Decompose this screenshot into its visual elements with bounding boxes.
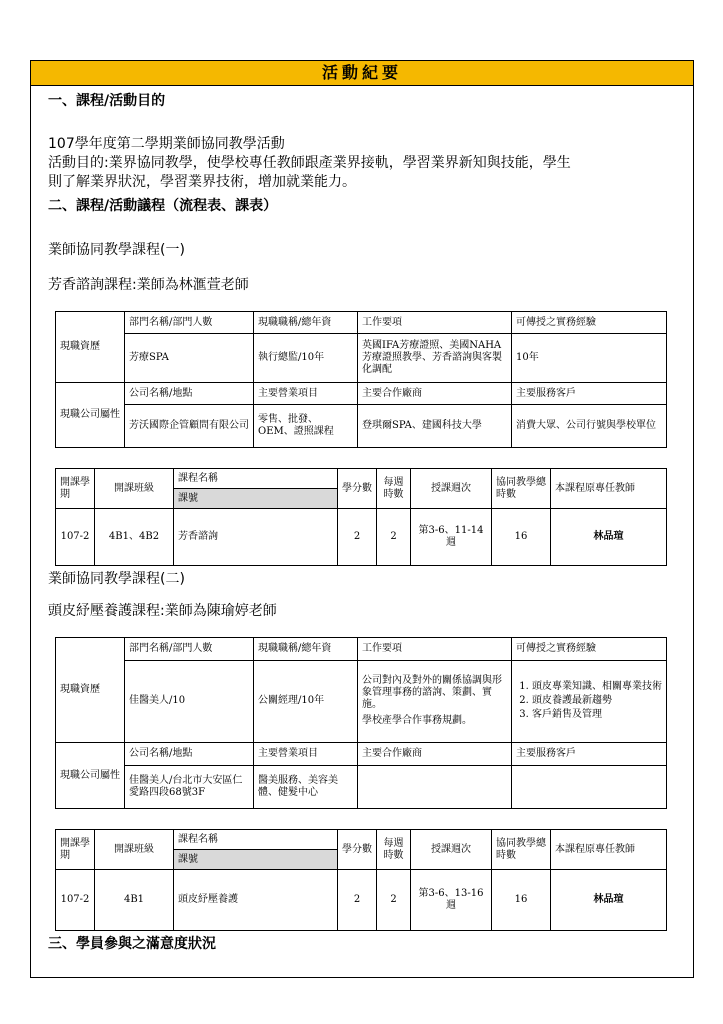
header-exp: 可傳授之實務經驗: [512, 638, 667, 661]
weeks: 第3-6、13-16週: [411, 870, 492, 931]
credit: 2: [338, 509, 377, 566]
course2-subheading: 頭皮紓壓養護課程:業師為陳瑜婷老師: [48, 603, 277, 619]
class: 4B1、4B2: [95, 509, 174, 566]
experience-item-2: 2. 頭皮養護最新趨勢: [532, 695, 662, 707]
experience-item-1: 1. 頭皮專業知識、相關專業技術: [532, 681, 662, 693]
company: 芳沃國際企管顧問有限公司: [125, 405, 254, 448]
header-weeks: 授課週次: [411, 469, 492, 509]
header-term: 開課學期: [56, 469, 95, 509]
section1-line3: 則了解業界狀況，學習業界技術，增加就業能力。: [48, 174, 356, 190]
course1-job-table: [55, 311, 667, 448]
header-business: 主要營業項目: [254, 383, 358, 405]
header-course-code: 課號: [174, 850, 338, 870]
course1-heading: 業師協同教學課程(一): [48, 242, 185, 258]
section3-heading: 三、學員參與之滿意度狀況: [48, 936, 216, 952]
header-client: 主要服務客戶: [512, 743, 667, 766]
business: 醫美服務、美容美體、健髮中心: [254, 765, 358, 808]
course2-job-table: [55, 637, 667, 809]
term: 107-2: [56, 509, 95, 566]
header-teacher: 本課程原專任教師: [551, 830, 667, 870]
header-course-code: 課號: [174, 489, 338, 509]
total-hours: 16: [492, 509, 551, 566]
client: [512, 765, 667, 808]
class: 4B1: [95, 870, 174, 931]
course1-course-table: [55, 468, 667, 566]
teacher: 林品瑄: [551, 870, 667, 931]
header-partner: 主要合作廠商: [358, 743, 512, 766]
header-term: 開課學期: [56, 830, 95, 870]
company-label: 現職公司屬性: [56, 383, 125, 448]
header-client: 主要服務客戶: [512, 383, 667, 405]
dept: 佳醫美人/10: [125, 660, 254, 742]
experience-item-3: 3. 客戶銷售及管理: [532, 709, 662, 721]
company-label: 現職公司屬性: [56, 743, 125, 809]
header-course-name: 課程名稱: [174, 469, 338, 489]
experience-list: [516, 681, 662, 721]
header-credit: 學分數: [338, 469, 377, 509]
weeks: 第3-6、11-14週: [411, 509, 492, 566]
header-total: 協同教學總時數: [492, 469, 551, 509]
header-course-name: 課程名稱: [174, 830, 338, 850]
header-weekly: 每週時數: [377, 469, 411, 509]
course2-course-table: [55, 829, 667, 931]
page-title: 活動紀要: [30, 60, 694, 86]
header-company: 公司名稱/地點: [125, 743, 254, 766]
header-title: 現職職稱/總年資: [254, 638, 358, 661]
weekly-hours: 2: [377, 509, 411, 566]
experience: 10年: [512, 334, 667, 383]
header-exp: 可傳授之實務經驗: [512, 312, 667, 334]
header-business: 主要營業項目: [254, 743, 358, 766]
work-items: [358, 660, 512, 742]
company: 佳醫美人/台北市大安區仁愛路四段68號3F: [125, 765, 254, 808]
header-weekly: 每週時數: [377, 830, 411, 870]
job-title: 公關經理/10年: [254, 660, 358, 742]
header-weeks: 授課週次: [411, 830, 492, 870]
course1-subheading: 芳香諮詢課程:業師為林滙萱老師: [48, 277, 249, 293]
header-total: 協同教學總時數: [492, 830, 551, 870]
credit: 2: [338, 870, 377, 931]
course-name: 頭皮紓壓養護: [174, 870, 338, 931]
section1-line2: 活動目的:業界協同教學，使學校專任教師跟產業界接軌，學習業界新知與技能，學生: [48, 155, 571, 171]
job-title: 執行總監/10年: [254, 334, 358, 383]
header-class: 開課班級: [95, 830, 174, 870]
section1-body: [48, 135, 688, 192]
total-hours: 16: [492, 870, 551, 931]
client: 消費大眾、公司行號與學校單位: [512, 405, 667, 448]
row-label: 現職資歷: [56, 638, 125, 743]
work-item-1: 公司對內及對外的關係協調與形象管理事務的諮詢、策劃、實施。: [362, 675, 502, 711]
header-teacher: 本課程原專任教師: [551, 469, 667, 509]
section1-line1: 107學年度第二學期業師協同教學活動: [48, 136, 285, 152]
weekly-hours: 2: [377, 870, 411, 931]
header-title: 現職職稱/總年資: [254, 312, 358, 334]
work-items: 英國IFA芳療證照、美國NAHA芳療證照教學、芳香諮詢與客製化調配: [358, 334, 512, 383]
section1-heading: 一、課程/活動目的: [48, 93, 166, 109]
partner: 登琪爾SPA、建國科技大學: [358, 405, 512, 448]
row-label: 現職資歷: [56, 312, 125, 383]
experience: [512, 660, 667, 742]
header-work: 工作要項: [358, 312, 512, 334]
header-partner: 主要合作廠商: [358, 383, 512, 405]
header-dept: 部門名稱/部門人數: [125, 638, 254, 661]
partner: [358, 765, 512, 808]
header-dept: 部門名稱/部門人數: [125, 312, 254, 334]
course-name: 芳香諮詢: [174, 509, 338, 566]
header-company: 公司名稱/地點: [125, 383, 254, 405]
header-class: 開課班級: [95, 469, 174, 509]
header-credit: 學分數: [338, 830, 377, 870]
business: 零售、批發、OEM、證照課程: [254, 405, 358, 448]
section2-heading: 二、課程/活動議程（流程表、課表）: [48, 198, 278, 214]
dept: 芳療SPA: [125, 334, 254, 383]
header-work: 工作要項: [358, 638, 512, 661]
term: 107-2: [56, 870, 95, 931]
course2-heading: 業師協同教學課程(二): [48, 571, 185, 587]
work-item-2: 學校產學合作事務規劃。: [362, 715, 472, 727]
teacher: 林品瑄: [551, 509, 667, 566]
